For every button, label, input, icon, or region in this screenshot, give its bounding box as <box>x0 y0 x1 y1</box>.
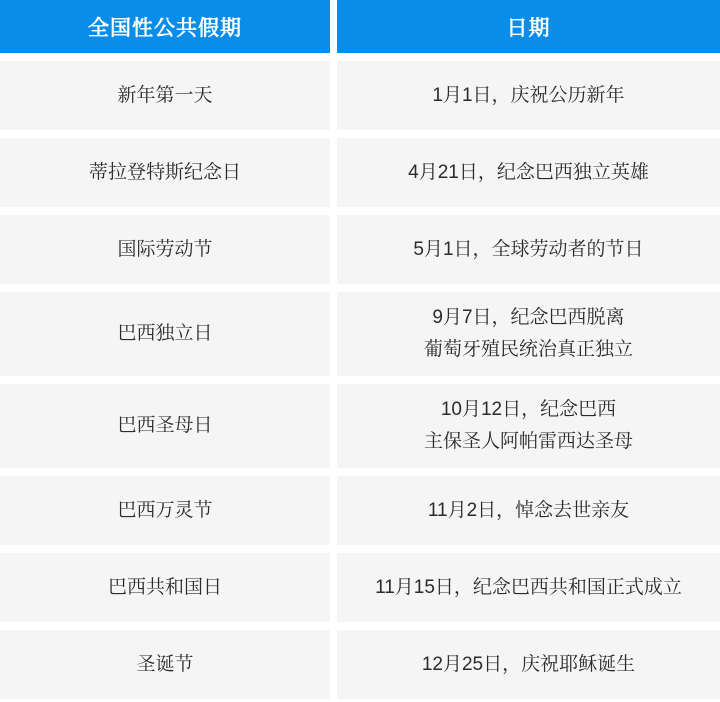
holiday-name: 巴西共和国日 <box>107 576 222 598</box>
date-cell <box>337 384 720 468</box>
date-text: 1月1日，庆祝公历新年 <box>432 84 625 106</box>
header-cell-date <box>337 0 720 53</box>
holiday-cell <box>0 384 330 468</box>
date-text: 9月7日，纪念巴西脱离 <box>432 307 625 328</box>
holiday-cell <box>0 630 330 699</box>
date-text: 10月12日，纪念巴西 <box>440 399 617 420</box>
date-cell <box>337 138 720 207</box>
date-cell <box>337 630 720 699</box>
holiday-name: 新年第一天 <box>117 84 213 106</box>
table-row <box>0 630 720 699</box>
table-row <box>0 476 720 545</box>
table-row <box>0 553 720 622</box>
header-cell-holiday <box>0 0 330 53</box>
holiday-cell <box>0 138 330 207</box>
holiday-name: 蒂拉登特斯纪念日 <box>88 161 241 183</box>
date-text: 11月2日，悼念去世亲友 <box>427 499 630 521</box>
holiday-name: 巴西万灵节 <box>117 499 213 521</box>
date-text: 葡萄牙殖民统治真正独立 <box>423 339 633 360</box>
holiday-name: 圣诞节 <box>136 653 194 675</box>
holiday-name: 国际劳动节 <box>117 238 213 260</box>
table-row <box>0 61 720 130</box>
header-holiday-label: 全国性公共假期 <box>88 16 242 40</box>
table-row <box>0 215 720 284</box>
date-cell <box>337 215 720 284</box>
holiday-cell <box>0 553 330 622</box>
date-cell <box>337 292 720 376</box>
date-text: 5月1日，全球劳动者的节日 <box>413 238 644 260</box>
holiday-cell <box>0 476 330 545</box>
holiday-cell <box>0 215 330 284</box>
holiday-name: 巴西圣母日 <box>117 415 213 436</box>
date-cell <box>337 476 720 545</box>
date-cell <box>337 61 720 130</box>
date-text: 主保圣人阿帕雷西达圣母 <box>423 431 633 452</box>
header-date-label: 日期 <box>506 16 551 40</box>
date-text: 11月15日，纪念巴西共和国正式成立 <box>375 576 682 598</box>
holiday-cell <box>0 292 330 376</box>
table-row <box>0 292 720 376</box>
holiday-cell <box>0 61 330 130</box>
table-row <box>0 384 720 468</box>
date-cell <box>337 553 720 622</box>
table-row <box>0 138 720 207</box>
holiday-name: 巴西独立日 <box>117 323 213 344</box>
date-text: 4月21日，纪念巴西独立英雄 <box>408 161 649 183</box>
table-header-row <box>0 0 720 53</box>
date-text: 12月25日，庆祝耶稣诞生 <box>421 653 636 675</box>
